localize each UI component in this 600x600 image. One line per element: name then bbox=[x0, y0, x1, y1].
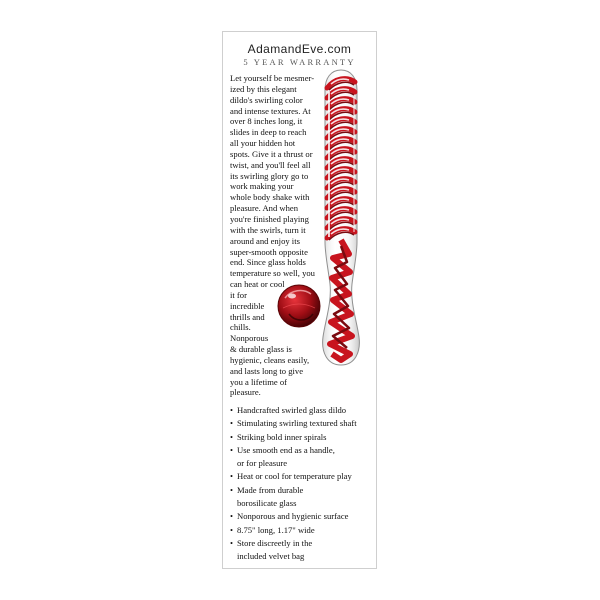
glass-shaft bbox=[323, 70, 360, 365]
description-line: around and enjoy its bbox=[230, 235, 300, 246]
description-line: hygienic, cleans easily, bbox=[230, 354, 310, 365]
description-line: Nonporous bbox=[230, 333, 269, 344]
description-line: and lasts long to give bbox=[230, 365, 304, 376]
description-line: dildo's swirling color bbox=[230, 94, 303, 105]
description-line: whole body shake with bbox=[230, 192, 310, 203]
description-line: can heat or cool bbox=[230, 279, 285, 290]
description-line: over 8 inches long, it bbox=[230, 116, 303, 127]
description-line: temperature so well, you bbox=[230, 268, 315, 279]
description-line: work making your bbox=[230, 181, 294, 192]
description-line: & durable glass is bbox=[230, 344, 292, 355]
description-line: ized by this elegant bbox=[230, 83, 297, 94]
feature-text: included velvet bag bbox=[237, 551, 305, 562]
feature-item bbox=[230, 404, 375, 417]
feature-item bbox=[230, 537, 375, 564]
description-line: you're finished playing bbox=[230, 213, 309, 224]
feature-text: or for pleasure bbox=[237, 458, 288, 469]
feature-text: • Striking bold inner spirals bbox=[237, 431, 327, 442]
description-line: slides in deep to reach bbox=[230, 127, 307, 138]
description-line: chills. bbox=[230, 322, 251, 333]
feature-text: • Use smooth end as a handle, bbox=[237, 444, 335, 455]
description-line: twist, and you'll feel all bbox=[230, 159, 311, 170]
feature-text: • 8.75" long, 1.17" wide bbox=[237, 524, 315, 535]
feature-item bbox=[230, 417, 375, 430]
feature-list bbox=[230, 404, 375, 564]
description-line: with the swirls, turn it bbox=[230, 224, 306, 235]
description-line: incredible bbox=[230, 300, 265, 311]
feature-text: • Stimulating swirling textured shaft bbox=[237, 418, 357, 429]
feature-text: • Nonporous and hygienic surface bbox=[237, 511, 349, 522]
description-line: super-smooth opposite bbox=[230, 246, 308, 257]
feature-text: borosilicate glass bbox=[237, 498, 297, 509]
feature-item bbox=[230, 470, 375, 483]
feature-item bbox=[230, 444, 375, 471]
brand-name: AdamandEve.com bbox=[247, 42, 352, 56]
description-line: its swirling glory go to bbox=[230, 170, 309, 181]
feature-text: • Handcrafted swirled glass dildo bbox=[237, 405, 347, 415]
feature-item bbox=[230, 524, 375, 537]
description-line: it for bbox=[230, 289, 247, 300]
description-line: end. Since glass holds bbox=[230, 257, 306, 268]
feature-item bbox=[230, 510, 375, 523]
feature-text: • Store discreetly in the bbox=[237, 537, 313, 548]
glass-tip-closeup bbox=[278, 285, 320, 327]
warranty-label: 5 YEAR WARRANTY bbox=[243, 57, 356, 67]
description-line: all your hidden hot bbox=[230, 138, 296, 149]
description-line: spots. Give it a thrust or bbox=[230, 148, 313, 159]
description-line: thrills and bbox=[230, 311, 265, 322]
product-insert-card bbox=[222, 31, 377, 569]
feature-item bbox=[230, 431, 375, 444]
description-line: you a lifetime of bbox=[230, 376, 288, 387]
description-line: pleasure. And when bbox=[230, 203, 299, 214]
feature-item bbox=[230, 484, 375, 511]
feature-text: • Heat or cool for temperature play bbox=[237, 471, 352, 482]
feature-text: • Made from durable bbox=[237, 484, 304, 495]
description-line: pleasure. bbox=[230, 387, 261, 398]
description-line: Let yourself be mesmer- bbox=[230, 73, 315, 83]
description-line: and intense textures. At bbox=[230, 105, 311, 116]
